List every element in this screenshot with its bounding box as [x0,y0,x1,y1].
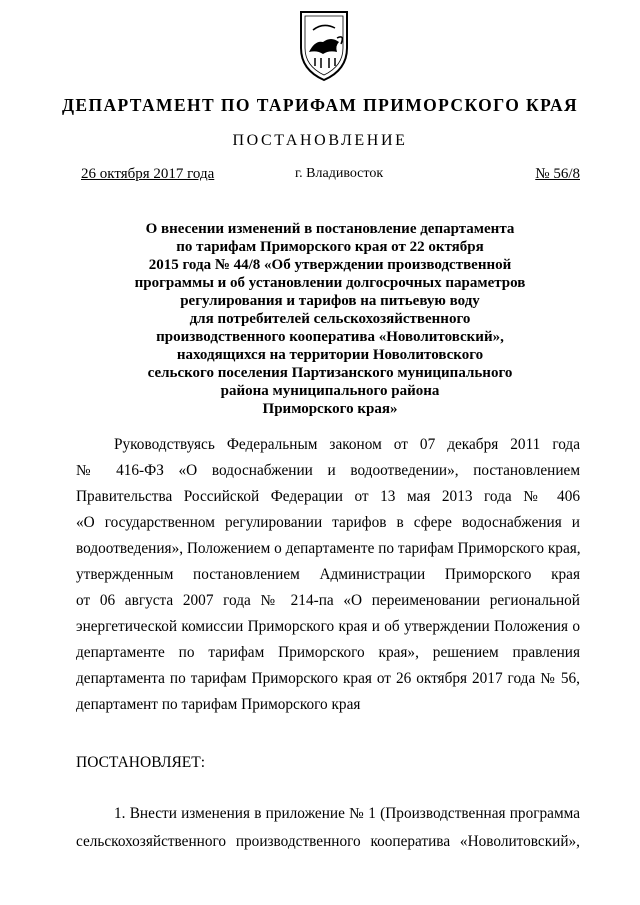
clause-1 [76,800,580,856]
preamble-line: департамент по тарифам Приморского края [76,696,361,713]
resolve-heading: ПОСТАНОВЛЯЕТ: [76,754,206,771]
document-date: 26 октября 2017 года [81,166,215,182]
department-title: ДЕПАРТАМЕНТ ПО ТАРИФАМ ПРИМОРСКОГО КРАЯ [61,95,579,115]
preamble-paragraph [76,432,580,718]
preamble-line: департамента по тарифам Приморского края от 26 октября 2017 года № 56, [76,670,580,687]
document-number: № 56/8 [535,166,580,182]
heading-line: сельского поселения Партизанского муниципального [147,365,513,381]
heading-line: Приморского края» [262,401,398,417]
preamble-line: водоотведения», Положением о департаменте по тарифам Приморского края, [76,540,581,557]
document-heading [120,220,540,418]
heading-line: программы и об установлении долгосрочных параметров [134,275,526,291]
preamble-line: от 06 августа 2007 года № 214-па «О переименовании региональной [76,592,580,609]
clause-line: 1. Внести изменения в приложение № 1 (Производственная программа [114,805,580,822]
preamble-line: энергетической комиссии Приморского края и об утверждении Положения о [76,618,580,635]
document-city: г. Владивосток [295,166,384,181]
preamble-line: Правительства Российской Федерации от 13 мая 2013 года № 406 [76,488,580,505]
heading-line: 2015 года № 44/8 «Об утверждении производственной [148,257,512,273]
heading-line: О внесении изменений в постановление департамента [145,221,515,237]
preamble-line: утвержденным постановлением Администрации Приморского края [76,566,580,583]
heading-line: для потребителей сельскохозяйственного [189,311,471,327]
preamble-line: «О государственном регулировании тарифов в сфере водоснабжения и [76,514,580,531]
preamble-line: Руководствуясь Федеральным законом от 07 декабря 2011 года [114,436,580,453]
heading-line: регулирования и тарифов на питьевую воду [180,293,480,309]
heading-line: производственного кооператива «Новолитовский», [156,329,504,345]
heading-line: по тарифам Приморского края от 22 октября [176,239,484,255]
heading-line: находящихся на территории Новолитовского [176,347,484,363]
document-type: ПОСТАНОВЛЕНИЕ [232,132,408,149]
heading-line: района муниципального района [220,383,440,399]
preamble-line: департаменте по тарифам Приморского края», решением правления [76,644,580,661]
clause-line: сельскохозяйственного производственного кооператива «Новолитовский», [76,833,580,850]
coat-of-arms-emblem [293,8,355,84]
preamble-line: № 416-ФЗ «О водоснабжении и водоотведении», постановлением [76,462,580,479]
